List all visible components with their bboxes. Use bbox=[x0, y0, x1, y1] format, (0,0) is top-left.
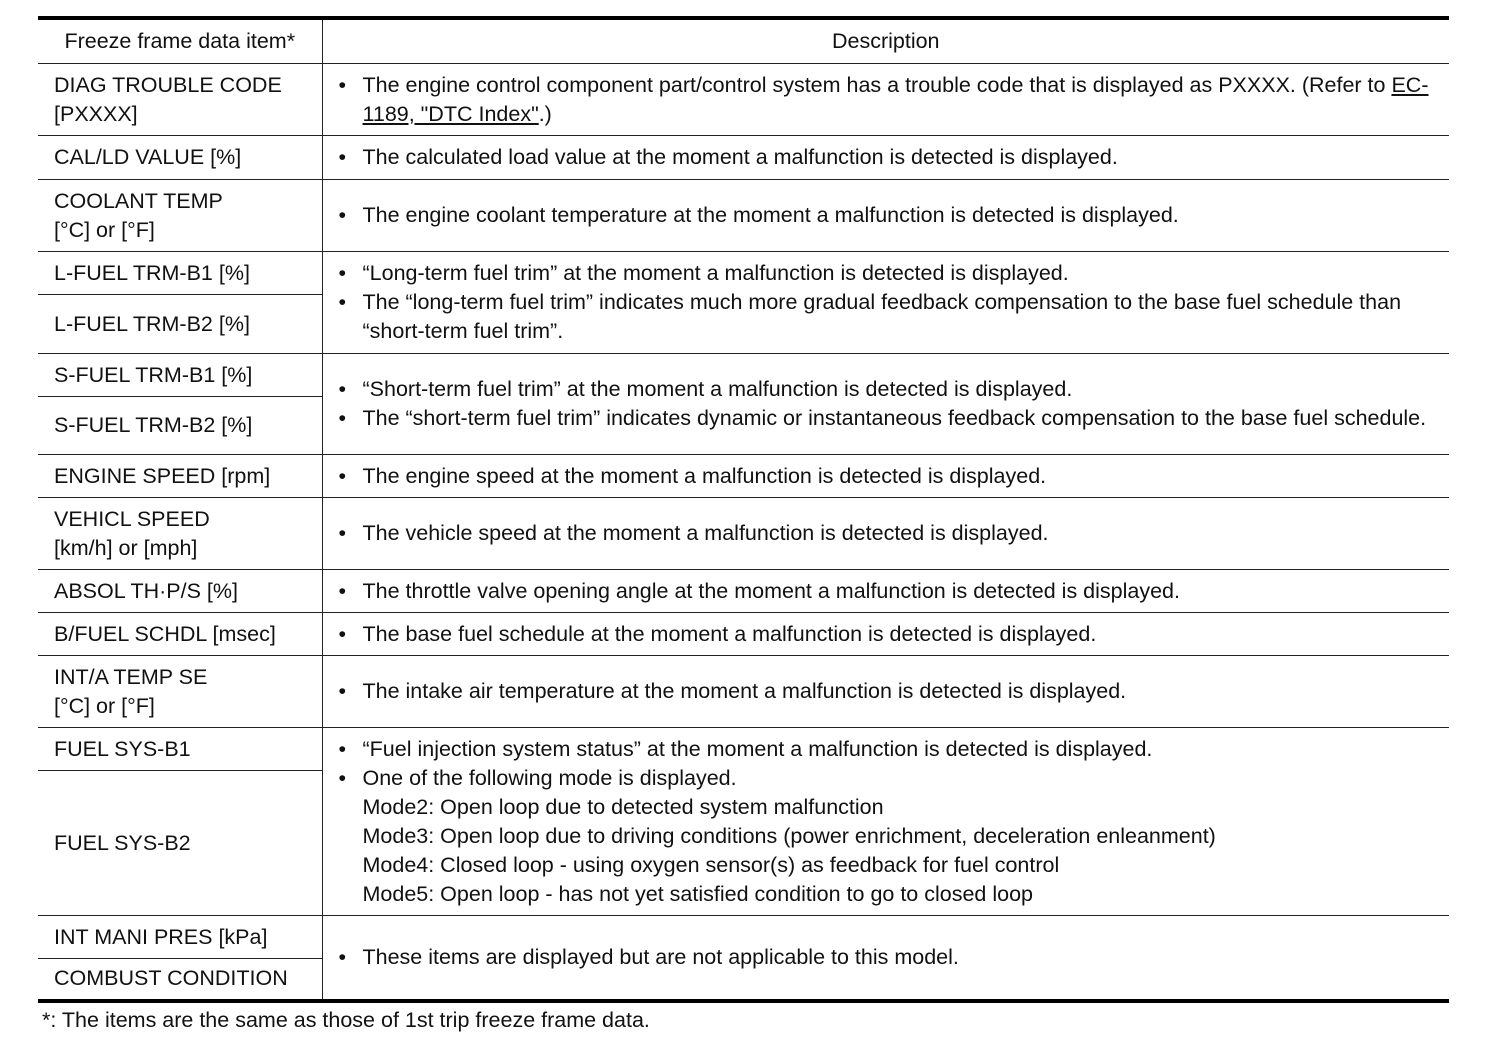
description-cell bbox=[322, 455, 1449, 498]
item-diag-trouble-code: DIAG TROUBLE CODE [PXXXX] bbox=[38, 64, 322, 136]
footnote: *: The items are the same as those of 1st trip freeze frame data. bbox=[42, 1008, 650, 1032]
mode-item: Mode2: Open loop due to detected system malfunction bbox=[362, 794, 884, 819]
item-int-a-temp-se: INT/A TEMP SE [°C] or [°F] bbox=[38, 656, 322, 728]
item-fuel-sys-b1: FUEL SYS-B1 bbox=[38, 728, 322, 771]
description-bullet: • The “short-term fuel trim” indicates dynamic or instantaneous feedback compensation to the base fuel schedule. bbox=[339, 404, 1440, 433]
table-row bbox=[38, 64, 1449, 136]
item-b-fuel-schdl: B/FUEL SCHDL [msec] bbox=[38, 613, 322, 656]
table-row bbox=[38, 455, 1449, 498]
item-cal-ld-value: CAL/LD VALUE [%] bbox=[38, 136, 322, 180]
header-item: Freeze frame data item* bbox=[38, 18, 322, 64]
item-engine-speed: ENGINE SPEED [rpm] bbox=[38, 455, 322, 498]
item-s-fuel-trm-b2: S-FUEL TRM-B2 [%] bbox=[38, 397, 322, 455]
header-description: Description bbox=[322, 18, 1449, 64]
description-cell bbox=[322, 252, 1449, 354]
dtc-index-link[interactable]: EC-1189, "DTC Index" bbox=[362, 72, 1429, 126]
description-cell bbox=[322, 64, 1449, 136]
description-cell bbox=[322, 570, 1449, 613]
description-cell bbox=[322, 498, 1449, 570]
description-bullet: • The throttle valve opening angle at the moment a malfunction is detected is displayed. bbox=[339, 577, 1440, 606]
mode-list bbox=[339, 793, 1440, 909]
table-row bbox=[38, 180, 1449, 252]
description-bullet: • The engine control component part/control system has a trouble code that is displayed as PXXXX. (Refer to EC-1189, "DTC Index".) bbox=[339, 71, 1440, 129]
item-int-mani-pres: INT MANI PRES [kPa] bbox=[38, 916, 322, 959]
table-row bbox=[38, 613, 1449, 656]
table-row bbox=[38, 656, 1449, 728]
description-cell bbox=[322, 180, 1449, 252]
table-row bbox=[38, 354, 1449, 397]
description-bullet: • “Short-term fuel trim” at the moment a malfunction is detected is displayed. bbox=[339, 375, 1440, 404]
description-bullet: • The engine coolant temperature at the moment a malfunction is detected is displayed. bbox=[339, 201, 1440, 230]
mode-item: Mode5: Open loop - has not yet satisfied condition to go to closed loop bbox=[362, 881, 1034, 906]
table-row bbox=[38, 570, 1449, 613]
item-coolant-temp: COOLANT TEMP [°C] or [°F] bbox=[38, 180, 322, 252]
table-row bbox=[38, 916, 1449, 959]
item-s-fuel-trm-b1: S-FUEL TRM-B1 [%] bbox=[38, 354, 322, 397]
description-cell bbox=[322, 728, 1449, 916]
freeze-frame-data-table bbox=[38, 16, 1449, 1003]
description-cell bbox=[322, 136, 1449, 180]
table-row bbox=[38, 136, 1449, 180]
item-l-fuel-trm-b1: L-FUEL TRM-B1 [%] bbox=[38, 252, 322, 295]
description-bullet: • “Long-term fuel trim” at the moment a malfunction is detected is displayed. bbox=[339, 259, 1440, 288]
item-absol-th-ps: ABSOL TH·P/S [%] bbox=[38, 570, 322, 613]
item-combust-condition: COMBUST CONDITION bbox=[38, 959, 322, 1001]
item-fuel-sys-b2: FUEL SYS-B2 bbox=[38, 771, 322, 916]
table-row bbox=[38, 252, 1449, 295]
description-bullet: • The “long-term fuel trim” indicates much more gradual feedback compensation to the base fuel schedule than “short-term fuel trim”. bbox=[339, 288, 1440, 346]
mode-item: Mode4: Closed loop - using oxygen sensor(s) as feedback for fuel control bbox=[362, 852, 1060, 877]
description-bullet: • The engine speed at the moment a malfunction is detected is displayed. bbox=[339, 462, 1440, 491]
mode-item: Mode3: Open loop due to driving conditions (power enrichment, deceleration enleanment) bbox=[362, 823, 1216, 848]
description-cell bbox=[322, 613, 1449, 656]
table-row bbox=[38, 498, 1449, 570]
description-cell bbox=[322, 916, 1449, 1001]
description-bullet: • The vehicle speed at the moment a malfunction is detected is displayed. bbox=[339, 519, 1440, 548]
description-bullet: • The intake air temperature at the moment a malfunction is detected is displayed. bbox=[339, 677, 1440, 706]
description-bullet: • The base fuel schedule at the moment a malfunction is detected is displayed. bbox=[339, 620, 1440, 649]
description-cell bbox=[322, 354, 1449, 455]
item-l-fuel-trm-b2: L-FUEL TRM-B2 [%] bbox=[38, 295, 322, 354]
description-bullet: • One of the following mode is displayed. bbox=[339, 764, 1440, 793]
description-bullet: • “Fuel injection system status” at the moment a malfunction is detected is displayed. bbox=[339, 735, 1440, 764]
description-bullet: • The calculated load value at the moment a malfunction is detected is displayed. bbox=[339, 143, 1440, 172]
item-vehicl-speed: VEHICL SPEED [km/h] or [mph] bbox=[38, 498, 322, 570]
description-cell bbox=[322, 656, 1449, 728]
description-bullet: • These items are displayed but are not applicable to this model. bbox=[339, 943, 1440, 972]
table-row bbox=[38, 728, 1449, 771]
table-header-row bbox=[38, 18, 1449, 64]
